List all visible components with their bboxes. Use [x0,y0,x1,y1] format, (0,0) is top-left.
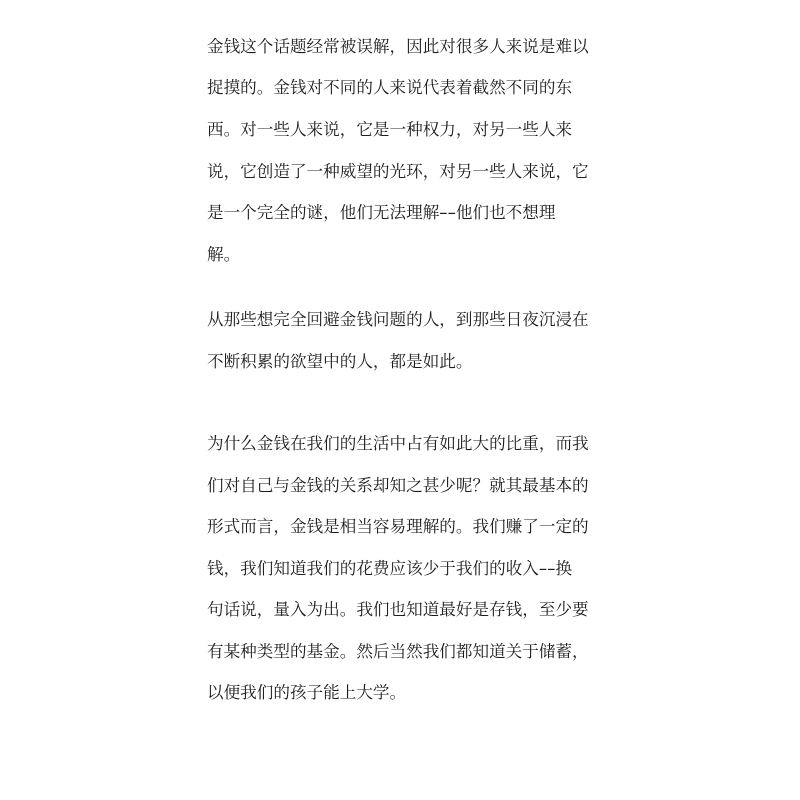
text-line: 不断积累的欲望中的人，都是如此。 [207,352,473,371]
text-line: 是一个完全的谜，他们无法理解––他们也不想理 [207,203,556,222]
text-line: 形式而言，金钱是相当容易理解的。我们赚了一定的 [207,517,589,536]
text-line: 句话说，量入为出。我们也知道最好是存钱，至少要 [207,600,589,619]
text-line: 金钱这个话题经常被误解，因此对很多人来说是难以 [207,37,589,56]
text-line: 从那些想完全回避金钱问题的人，到那些日夜沉浸在 [207,310,589,329]
text-line: 们对自己与金钱的关系却知之甚少呢？就其最基本的 [207,476,589,495]
text-line: 为什么金钱在我们的生活中占有如此大的比重，而我 [207,434,589,453]
text-line: 西。对一些人来说，它是一种权力，对另一些人来 [207,120,573,139]
text-line: 钱，我们知道我们的花费应该少于我们的收入––换 [207,559,573,578]
text-line: 捉摸的。金钱对不同的人来说代表着截然不同的东 [207,78,573,97]
text-line: 有某种类型的基金。然后当然我们都知道关于储蓄， [207,642,589,661]
text-line: 解。 [207,245,241,264]
text-line: 说，它创造了一种威望的光环，对另一些人来说，它 [207,162,589,181]
text-line: 以便我们的孩子能上大学。 [207,683,407,702]
